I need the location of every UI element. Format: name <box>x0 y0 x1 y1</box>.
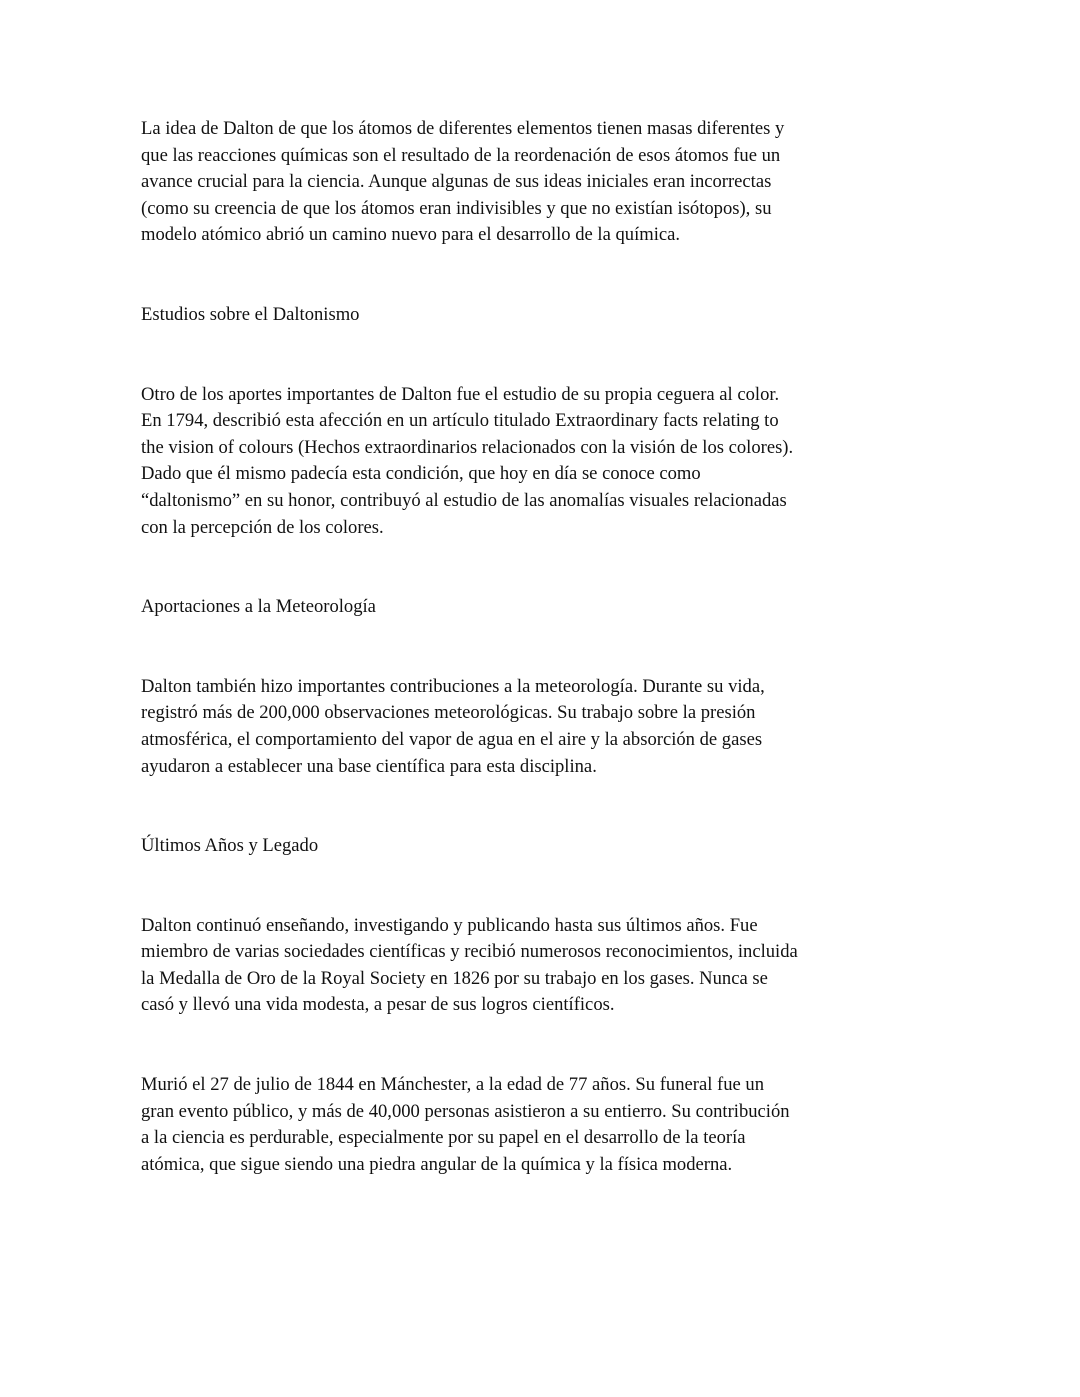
paragraph-daltonism: Otro de los aportes importantes de Dalton fue el estudio de su propia ceguera al color. En 1794, describió esta afección en un artículo titulado Extraordinary facts relating to the vision of colours (Hechos extraordinarios relacionados con la visión de los colores). Dado que él mismo padecía esta condición, que hoy en día se conoce como “daltonismo” en su honor, contribuyó al estudio de las anomalías visuales relacionadas con la percepción de los colores. <box>141 383 794 538</box>
paragraph-meteorology: Dalton también hizo importantes contribuciones a la meteorología. Durante su vida, registró más de 200,000 observaciones meteorológicas. Su trabajo sobre la presión atmosférica, el comportamiento del vapor de agua en el aire y la absorción de gases ayudaron a establecer una base científica para esta disciplina. <box>141 675 765 777</box>
paragraph-death-legacy: Murió el 27 de julio de 1844 en Mánchester, a la edad de 77 años. Su funeral fue un gran evento público, y más de 40,000 personas asistieron a su entierro. Su contribución a la ciencia es perdurable, especialmente por su papel en el desarrollo de la teoría atómica, que sigue siendo una piedra angular de la química y la física moderna. <box>141 1074 790 1175</box>
heading-daltonism: Estudios sobre el Daltonismo <box>141 303 360 325</box>
paragraph-dalton-atomic-idea: La idea de Dalton de que los átomos de diferentes elementos tienen masas diferentes y que las reacciones químicas son el resultado de la reordenación de esos átomos fue un avance crucial para la ciencia. Aunque algunas de sus ideas iniciales eran incorrectas (como su creencia de que los átomos eran indivisibles y que no existían isótopos), su modelo atómico abrió un camino nuevo para el desarrollo de la química. <box>141 118 785 246</box>
document-page <box>141 116 861 1178</box>
heading-meteorology: Aportaciones a la Meteorología <box>141 596 376 618</box>
heading-last-years-legacy: Últimos Años y Legado <box>141 835 319 857</box>
paragraph-last-years: Dalton continuó enseñando, investigando y publicando hasta sus últimos años. Fue miembro de varias sociedades científicas y recibió numerosos reconocimientos, incluida la Medalla de Oro de la Royal Society en 1826 por su trabajo en los gases. Nunca se casó y llevó una vida modesta, a pesar de sus logros científicos. <box>141 914 798 1016</box>
